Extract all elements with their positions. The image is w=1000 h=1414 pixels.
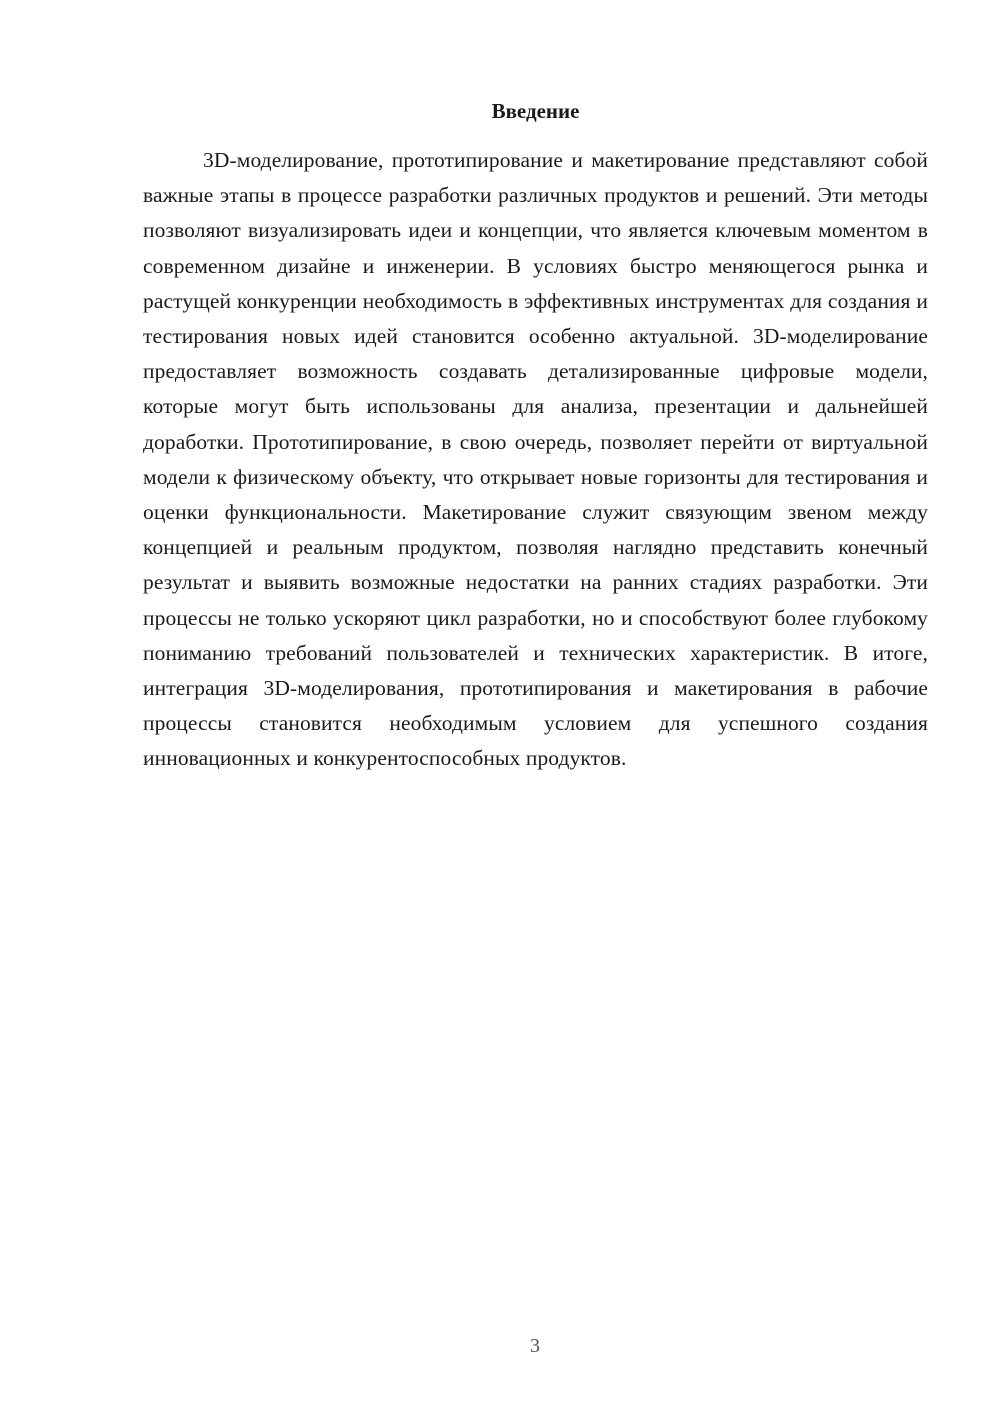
page-number: 3 — [530, 1335, 540, 1357]
section-heading: Введение — [491, 99, 580, 123]
body-paragraph: 3D-моделирование, прототипирование и макетирование представляют собой важные этапы в процессе разработки различных продуктов и решений. Эти методы позволяют визуализировать идеи и концепции, что является ключевым моментом в современном дизайне и инженерии. В условиях быстро меняющегося рынка и растущей конкуренции необходимость в эффективных инструментах для создания и тестирования новых идей становится особенно актуальной. 3D-моделирование предоставляет возможность создавать детализированные цифровые модели, которые могут быть использованы для анализа, презентации и дальнейшей доработки. Прототипирование, в свою очередь, позволяет перейти от виртуальной модели к физическому объекту, что открывает новые горизонты для тестирования и оценки функциональности. Макетирование служит связующим звеном между концепцией и реальным продуктом, позволяя наглядно представить конечный результат и выявить возможные недостатки на ранних стадиях разработки. Эти процессы не только ускоряют цикл разработки, но и способствуют более глубокому пониманию требований пользователей и технических характеристик. В итоге, интеграция 3D-моделирования, прототипирования и макетирования в рабочие процессы становится необходимым условием для успешного создания инновационных и конкурентоспособных продуктов. — [143, 148, 928, 771]
